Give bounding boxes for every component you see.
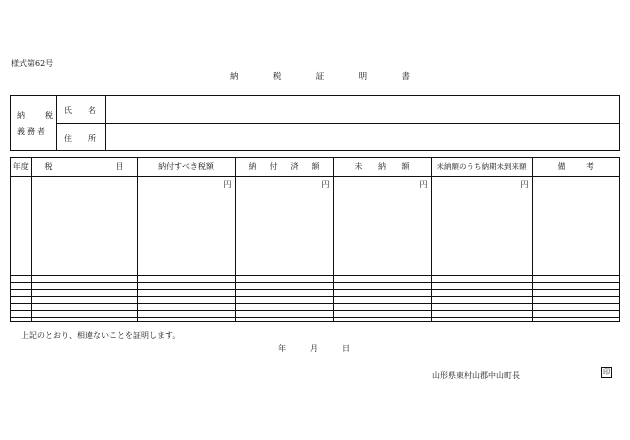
table-cell[interactable] [11,303,31,310]
table-cell[interactable] [137,289,235,296]
table-row [11,282,619,289]
table-cell[interactable]: 円 [431,176,532,275]
header-paid: 納 付 済 額 [235,158,333,176]
table-cell[interactable] [431,282,532,289]
table-row [11,289,619,296]
document-title [230,70,410,82]
title-char: 明 [358,72,368,82]
day-label: 日 [342,344,350,353]
name-field[interactable] [107,98,617,121]
table-row [11,310,619,317]
table-cell[interactable] [235,310,333,317]
table-cell[interactable] [431,289,532,296]
table-cell[interactable] [532,310,619,317]
table-cell[interactable] [11,289,31,296]
taxpayer-box [10,95,620,151]
table-cell[interactable] [31,296,137,303]
table-cell[interactable] [235,296,333,303]
address-label: 住 所 [64,134,100,143]
table-cell[interactable] [235,317,333,321]
table-cell[interactable] [137,282,235,289]
table-cell[interactable] [431,310,532,317]
table-cell[interactable] [235,275,333,282]
header-tax-item: 税 目 [31,158,137,176]
table-cell[interactable] [532,289,619,296]
table-row [11,176,619,275]
issuer-name: 山形県東村山郡中山町長 [432,371,520,380]
table-cell[interactable] [431,303,532,310]
table-cell[interactable] [235,282,333,289]
table-cell[interactable] [532,282,619,289]
table-cell[interactable] [11,317,31,321]
table-cell[interactable] [532,176,619,275]
table-cell[interactable] [532,296,619,303]
header-amount-due: 納付すべき税額 [137,158,235,176]
table-cell[interactable] [532,275,619,282]
header-year: 年度 [11,158,31,176]
year-label: 年 [278,344,286,353]
table-cell[interactable] [11,176,31,275]
divider [56,123,619,124]
taxpayer-label-bottom: 義務者 [17,127,47,136]
table-row [11,296,619,303]
name-label: 氏 名 [64,106,100,115]
table-cell[interactable] [31,176,137,275]
table-row [11,275,619,282]
table-cell[interactable] [11,282,31,289]
table-cell[interactable] [532,317,619,321]
table-cell[interactable] [31,275,137,282]
title-char: 税 [272,72,282,82]
table-cell[interactable] [431,317,532,321]
tax-table [10,157,620,322]
table-cell[interactable] [333,282,431,289]
certification-text: 上記のとおり、相違ないことを証明します。 [21,331,181,340]
table-cell[interactable] [333,289,431,296]
table-cell[interactable] [11,275,31,282]
date-line [278,343,350,354]
table-cell[interactable] [31,317,137,321]
table-cell[interactable]: 円 [137,176,235,275]
table-cell[interactable] [137,296,235,303]
table-row [11,303,619,310]
table-cell[interactable] [431,296,532,303]
table-cell[interactable] [11,310,31,317]
month-label: 月 [310,344,318,353]
table-cell[interactable] [532,303,619,310]
table-cell[interactable] [333,310,431,317]
header-unpaid: 未 納 額 [333,158,431,176]
table-cell[interactable] [333,303,431,310]
table-cell[interactable] [333,317,431,321]
table-cell[interactable] [333,275,431,282]
address-field[interactable] [107,125,617,148]
table-cell[interactable]: 円 [333,176,431,275]
table-cell[interactable] [11,296,31,303]
seal-mark: 印 [603,368,610,376]
table-cell[interactable] [333,296,431,303]
form-number: 様式第62号 [11,59,54,68]
header-remarks: 備 考 [532,158,619,176]
table-cell[interactable] [31,310,137,317]
table-cell[interactable] [137,303,235,310]
table-header-row [11,158,619,176]
table-cell[interactable] [137,317,235,321]
table-cell[interactable]: 円 [235,176,333,275]
title-char: 証 [315,72,325,82]
table-cell[interactable] [431,275,532,282]
table-cell[interactable] [31,303,137,310]
taxpayer-label-top: 納 税 [17,111,59,120]
title-char: 納 [230,72,239,82]
table-cell[interactable] [137,275,235,282]
table-cell[interactable] [235,303,333,310]
table-cell[interactable] [31,282,137,289]
table-cell[interactable] [235,289,333,296]
table-cell[interactable] [31,289,137,296]
table-cell[interactable] [137,310,235,317]
table-row [11,317,619,321]
header-not-yet-due: 未納額のうち納期未到来額 [431,158,532,176]
title-char: 書 [401,72,410,82]
